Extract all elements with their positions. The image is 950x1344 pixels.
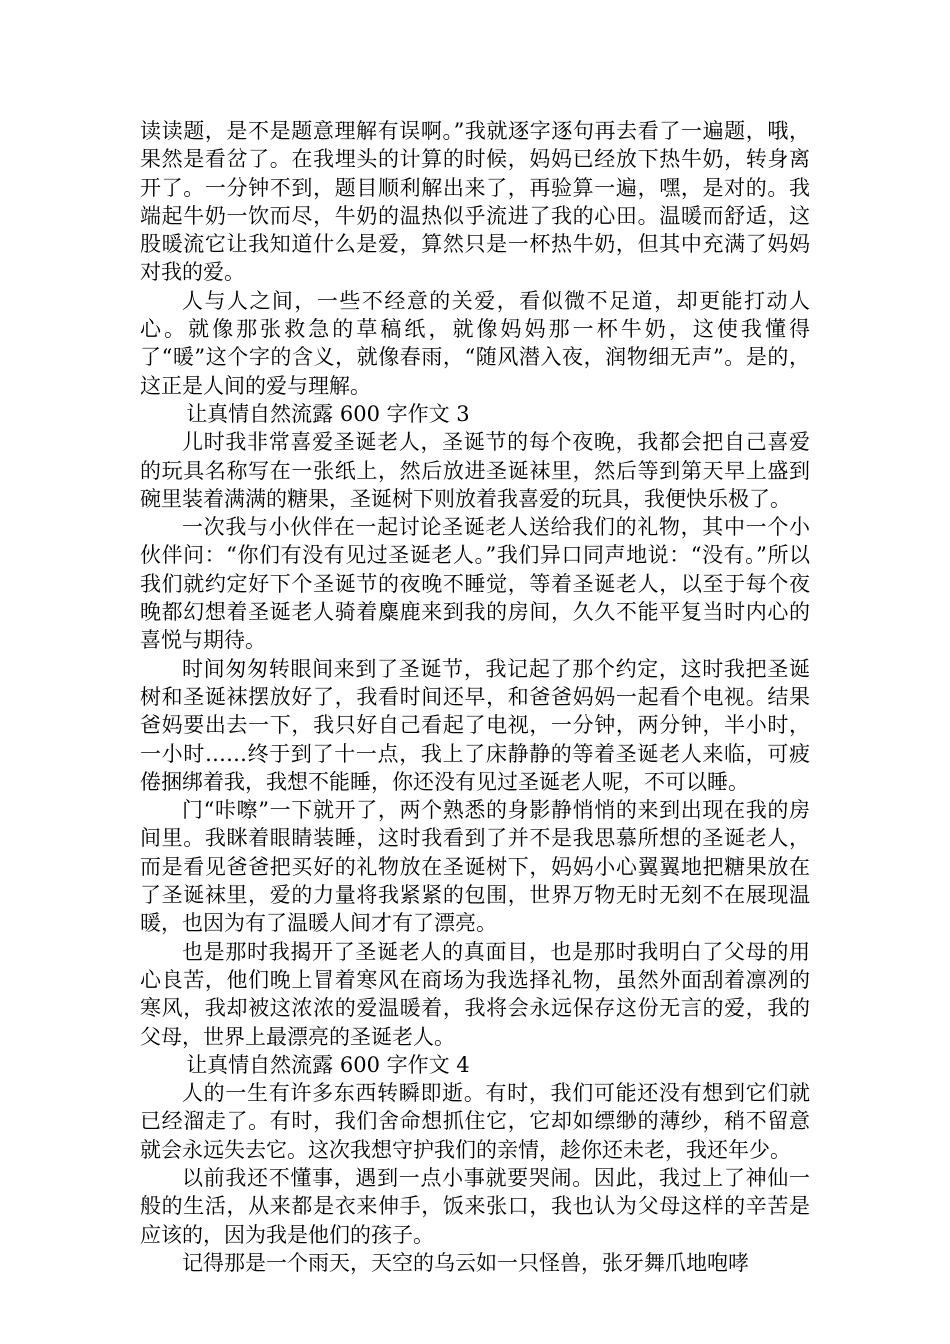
section-heading-3: 让真情自然流露 600 字作文 3 [186,401,470,426]
paragraph-continued: 读读题，是不是题意理解有误啊。”我就逐字逐句再去看了一遍题，哦，果然是看岔了。在我埋头的计算的时候，妈妈已经放下热牛奶，转身离开了。一分钟不到，题目顺利解出来了，再验算一遍，嘿，是对的。我端起牛奶一饮而尽，牛奶的温热似乎流进了我的心田。温暖而舒适，这股暖流它让我知道什么是爱，算然只是一杯热牛奶，但其中充满了妈妈对我的爱。 [140,119,810,285]
paragraph: 也是那时我揭开了圣诞老人的真面目，也是那时我明白了父母的用心良苦，他们晚上冒着寒风在商场为我选择礼物，虽然外面刮着凛冽的寒风，我却被这浓浓的爱温暖着，我将会永远保存这份无言的爱，我的父母，世界上最漂亮的圣诞老人。 [140,939,810,1049]
document-page [140,117,810,1277]
paragraph: 时间匆匆转眼间来到了圣诞节，我记起了那个约定，这时我把圣诞树和圣诞袜摆放好了，我看时间还早，和爸爸妈妈一起看个电视。结果爸妈要出去一下，我只好自己看起了电视，一分钟，两分钟，半小时，一小时……终于到了十一点，我上了床静静的等着圣诞老人来临，可疲倦捆绑着我，我想不能睡，你还没有见过圣诞老人呢，不可以睡。 [140,656,810,794]
paragraph: 人的一生有许多东西转瞬即逝。有时，我们可能还没有想到它们就已经溜走了。有时，我们舍命想抓住它，它却如缥缈的薄纱，稍不留意就会永远失去它。这次我想守护我们的亲情，趁你还未老，我还年少。 [140,1081,810,1162]
paragraph: 门“咔嚓”一下就开了，两个熟悉的身影静悄悄的来到出现在我的房间里。我眯着眼睛装睡，这时我看到了并不是我思慕所想的圣诞老人，而是看见爸爸把买好的礼物放在圣诞树下，妈妈小心翼翼地把糖果放在了圣诞袜里，爱的力量将我紧紧的包围，世界万物无时无刻不在展现温暖，也因为有了温暖人间才有了漂亮。 [140,798,810,936]
paragraph: 人与人之间，一些不经意的关爱，看似微不足道，却更能打动人心。就像那张救急的草稿纸，就像妈妈那一杯牛奶，这使我懂得了“暖”这个字的含义，就像春雨，“随风潜入夜，润物细无声”。是的，这正是人间的爱与理解。 [140,288,810,398]
section-heading-4: 让真情自然流露 600 字作文 4 [186,1052,470,1077]
paragraph: 记得那是一个雨天，天空的乌云如一只怪兽，张牙舞爪地咆哮 [182,1250,749,1275]
paragraph: 一次我与小伙伴在一起讨论圣诞老人送给我们的礼物，其中一个小伙伴问：“你们有没有见过圣诞老人。”我们异口同声地说：“没有。”所以我们就约定好下个圣诞节的夜晚不睡觉，等着圣诞老人，以至于每个夜晚都幻想着圣诞老人骑着麋鹿来到我的房间，久久不能平复当时内心的喜悦与期待。 [140,515,810,653]
paragraph: 儿时我非常喜爱圣诞老人，圣诞节的每个夜晚，我都会把自己喜爱的玩具名称写在一张纸上，然后放进圣诞袜里，然后等到第天早上盛到碗里装着满满的糖果，圣诞树下则放着我喜爱的玩具，我便快乐极了。 [140,430,810,511]
paragraph: 以前我还不懂事，遇到一点小事就要哭闹。因此，我过上了神仙一般的生活，从来都是衣来伸手，饭来张口，我也认为父母这样的辛苦是应该的，因为我是他们的孩子。 [140,1165,810,1247]
